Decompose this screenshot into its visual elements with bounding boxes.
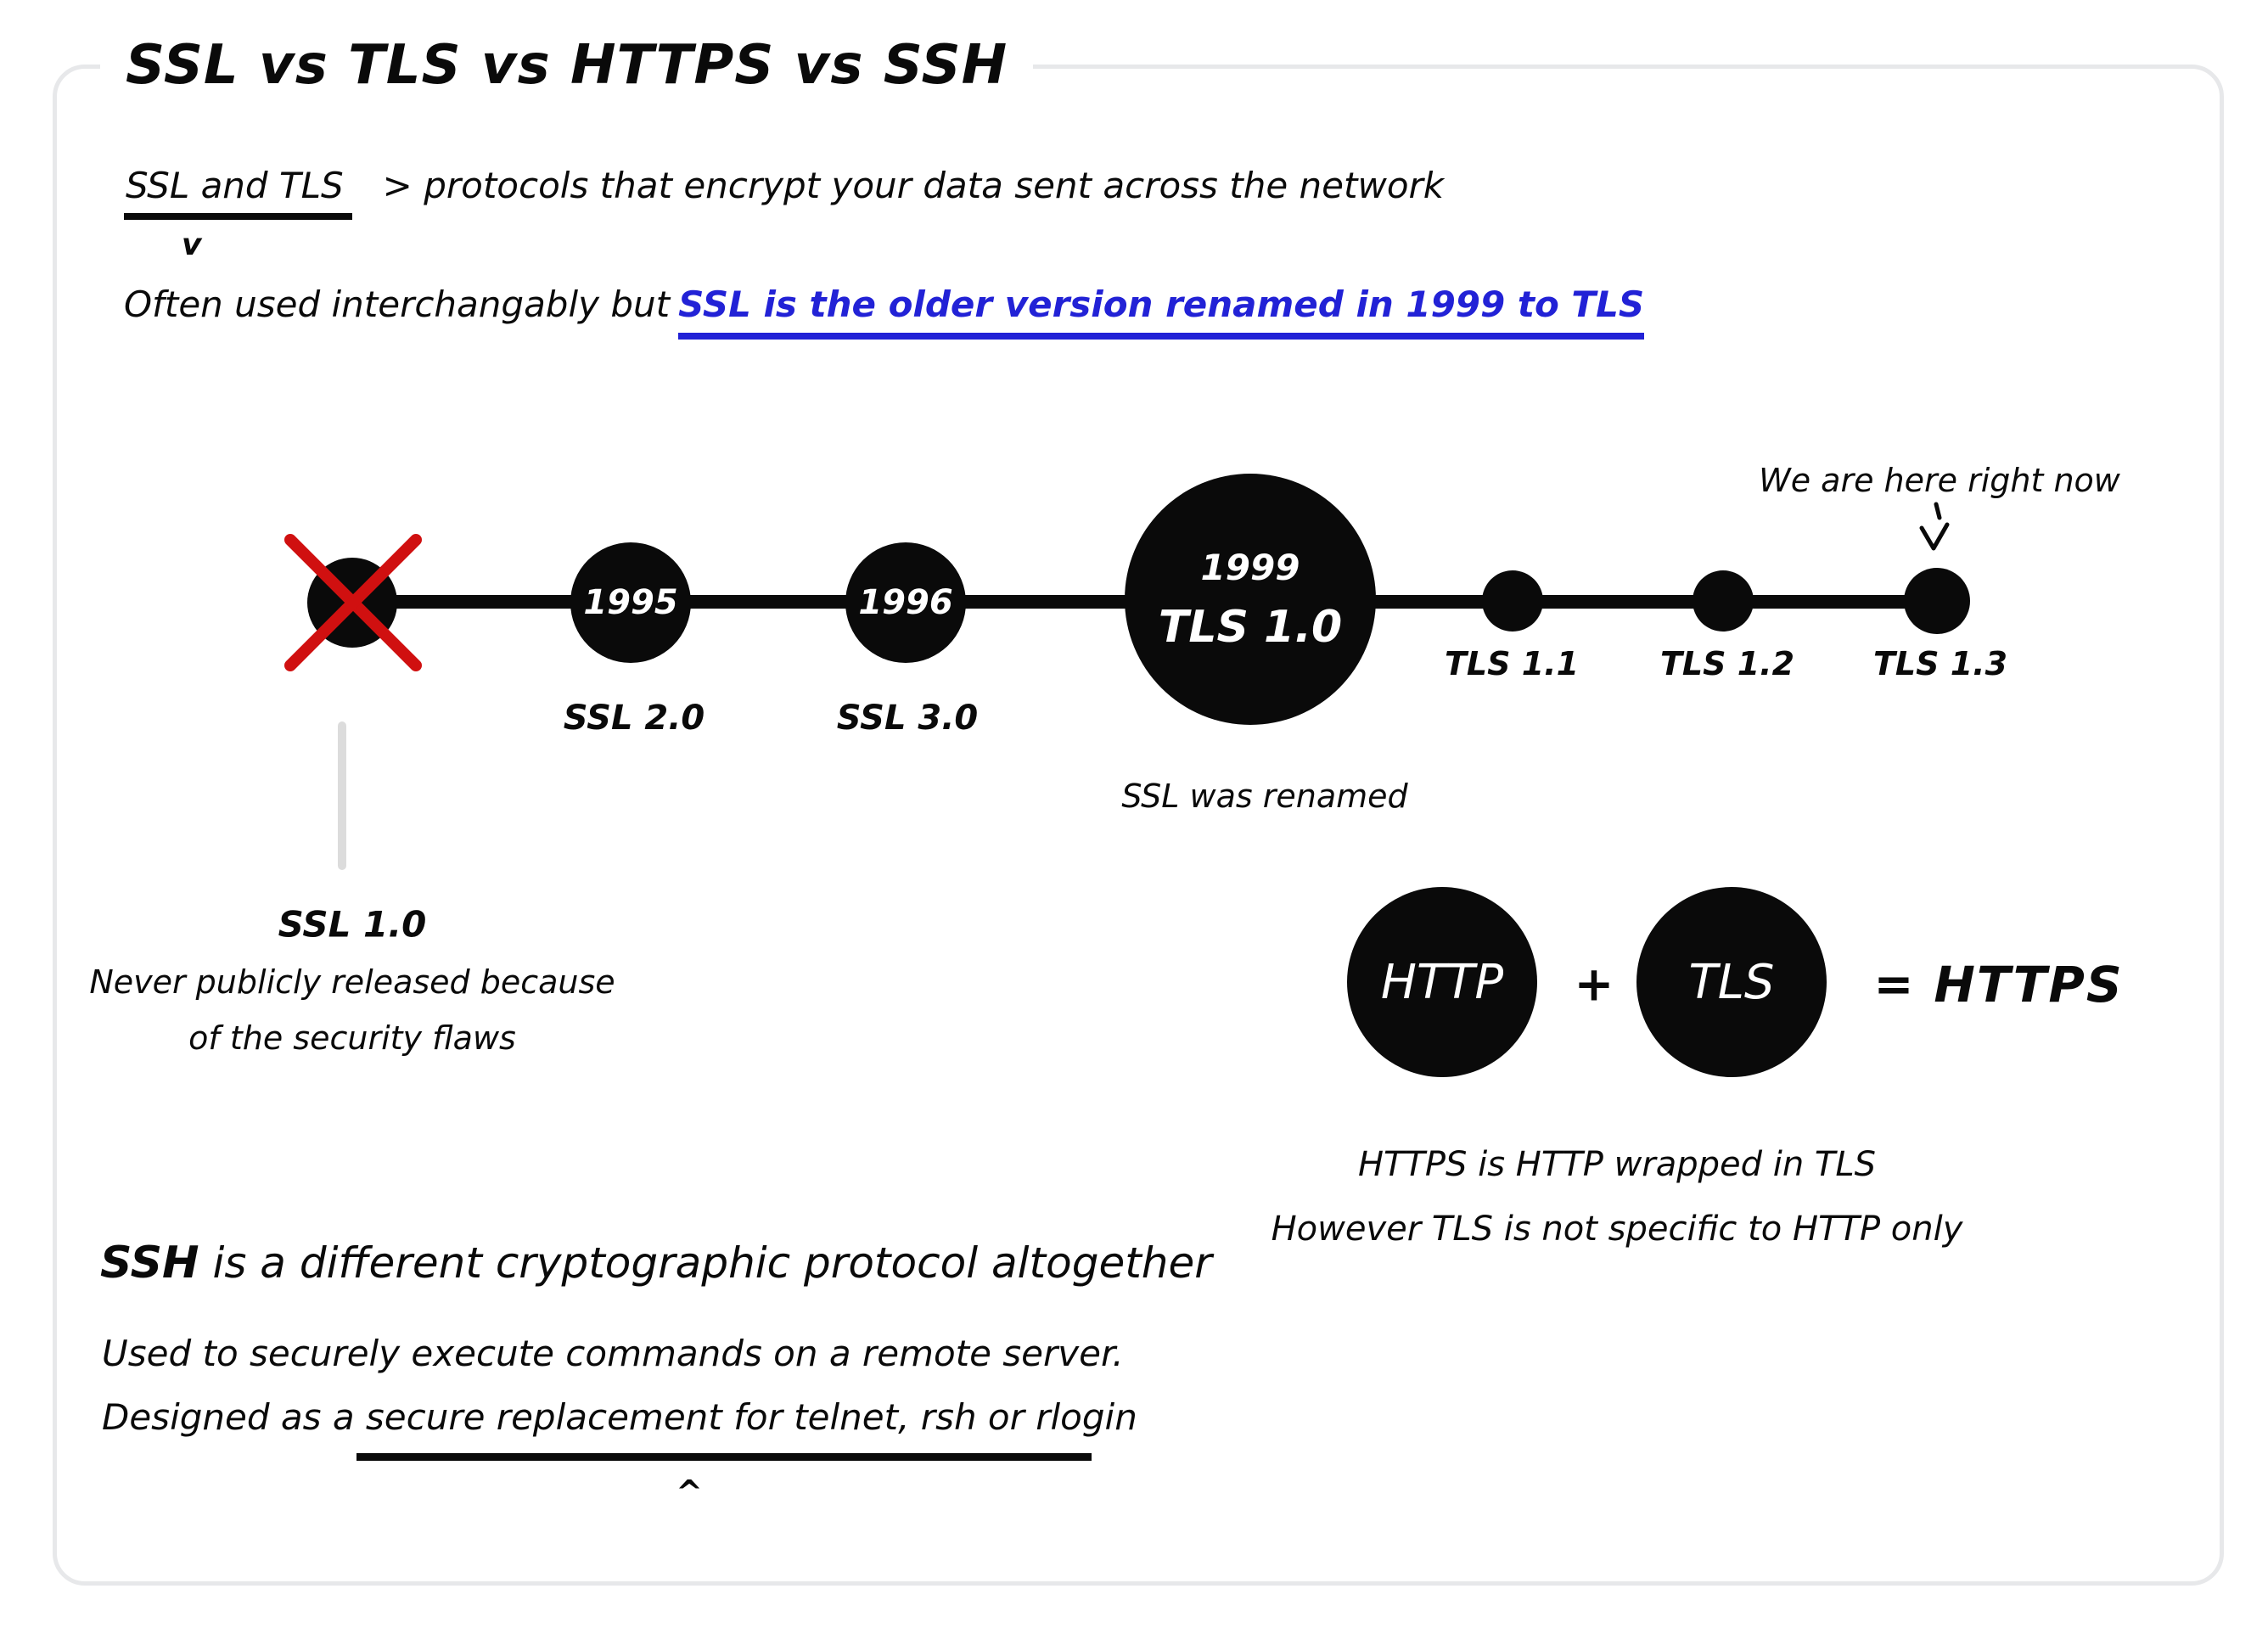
ssh-underline <box>356 1453 1092 1461</box>
ssl10-note-title: SSL 1.0 <box>278 903 427 946</box>
red-cross-icon <box>280 526 426 672</box>
node-year: 1996 <box>858 583 953 622</box>
down-arrow-icon <box>1912 501 1959 552</box>
label-tls-1-2: TLS 1.2 <box>1659 645 1795 682</box>
note-highlight: SSL is the older version renamed in 1999 to TLS <box>678 283 1644 340</box>
definition-row <box>124 165 1444 206</box>
http-label: HTTP <box>1380 954 1504 1010</box>
https-result-label: HTTPS <box>1934 956 2124 1013</box>
ssh-line-1: Used to securely execute commands on a remote server. <box>102 1333 1124 1374</box>
we-are-here-annotation: We are here right now <box>1759 462 2120 499</box>
label-tls-1-1: TLS 1.1 <box>1444 645 1580 682</box>
ssl10-note-line1: Never publicly released because <box>89 963 615 1001</box>
ssl10-connector-line <box>338 721 346 870</box>
label-ssl-2-0: SSL 2.0 <box>563 699 705 738</box>
ssl10-note-line2: of the security flaws <box>188 1019 516 1057</box>
plus-sign: + <box>1574 957 1614 1013</box>
ssh-heading-rest: is a different cryptographic protocol altogether <box>199 1238 1212 1288</box>
label-tls-1-3: TLS 1.3 <box>1872 645 2008 682</box>
ssh-line-2: Designed as a secure replacement for telnet, rsh or rlogin <box>102 1396 1137 1438</box>
node-year: 1999 <box>1200 546 1300 588</box>
timeline-node-1999 <box>1125 474 1376 725</box>
equals-sign: = <box>1873 957 1914 1013</box>
equation-caption-1: HTTPS is HTTP wrapped in TLS <box>1357 1145 1877 1184</box>
http-circle <box>1347 887 1537 1077</box>
ssh-heading <box>100 1238 1212 1288</box>
equation-caption-2: However TLS is not specific to HTTP only <box>1271 1210 1963 1249</box>
timeline-node-tls-1-1 <box>1482 570 1543 632</box>
timeline-node-tls-1-2 <box>1693 570 1754 632</box>
caret-up-icon: ^ <box>676 1474 703 1511</box>
renamed-caption: SSL was renamed <box>1121 778 1408 815</box>
tls-label: TLS <box>1688 954 1775 1010</box>
tls-circle <box>1636 887 1827 1077</box>
interchangeable-note-row <box>124 283 1644 325</box>
node-label: TLS 1.0 <box>1158 601 1343 653</box>
term-definition: > protocols that encrypt your data sent across the network <box>382 165 1445 206</box>
chevron-down-icon: v <box>182 227 202 262</box>
timeline-node-1995 <box>570 542 691 663</box>
label-ssl-3-0: SSL 3.0 <box>836 699 979 738</box>
page-title: SSL vs TLS vs HTTPS vs SSH <box>100 34 1033 97</box>
ssh-term: SSH <box>100 1238 199 1288</box>
timeline-node-1996 <box>845 542 966 663</box>
note-prefix: Often used interchangably but <box>124 283 671 325</box>
term-ssl-and-tls: SSL and TLS <box>124 165 352 220</box>
node-year: 1995 <box>583 583 678 622</box>
timeline-node-tls-1-3 <box>1904 568 1970 634</box>
